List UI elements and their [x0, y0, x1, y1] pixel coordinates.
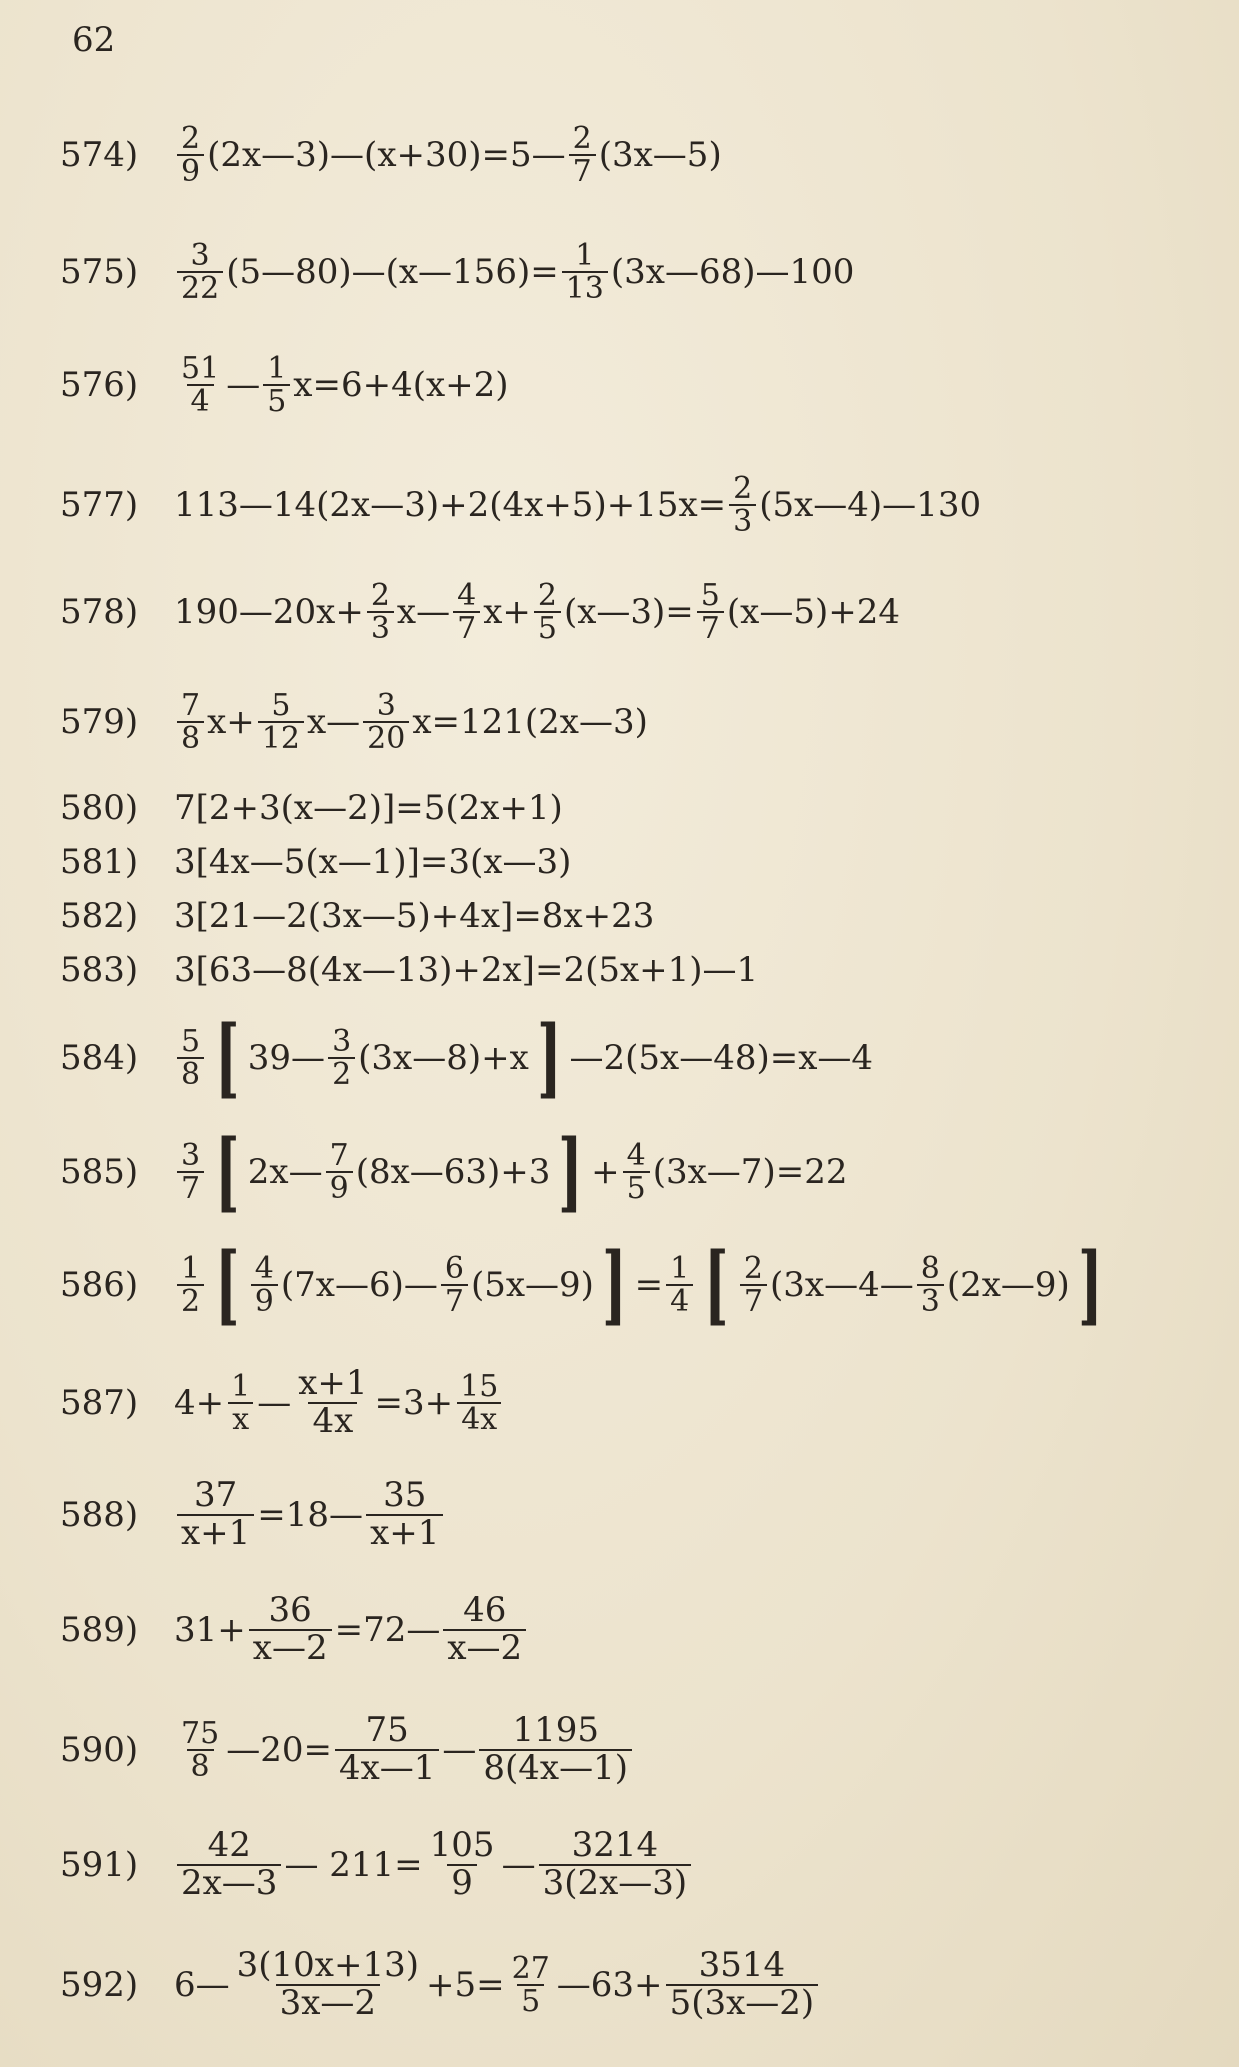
equation	[174, 1363, 505, 1441]
numerator: 4	[626, 1137, 646, 1173]
numerator: 3	[332, 1023, 352, 1059]
denominator: 7	[697, 611, 724, 645]
problem-number: 586)	[60, 1265, 139, 1305]
denominator: 3(2x—3)	[539, 1864, 692, 1902]
problem-number: 590)	[60, 1730, 139, 1770]
equation-text: 3[4x—5(x—1)]=3(x—3)	[174, 842, 572, 882]
close-bracket: ]	[558, 1121, 583, 1222]
close-bracket: ]	[1077, 1234, 1103, 1335]
problem-number: 575)	[60, 252, 139, 292]
equation-text: =72—	[334, 1610, 441, 1650]
equation-text: (5—80)—(x—156)=	[226, 252, 559, 292]
denominator: 20	[363, 721, 409, 755]
problem-590	[60, 1710, 635, 1790]
numerator: 2	[733, 470, 753, 506]
denominator: 22	[177, 271, 223, 305]
denominator: 4x	[457, 1402, 501, 1436]
denominator: 5	[623, 1171, 650, 1205]
open-bracket: [	[704, 1234, 729, 1335]
fraction	[227, 1368, 254, 1437]
equation-text: (5x—4)—130	[759, 485, 982, 525]
denominator: 2	[328, 1057, 355, 1091]
fraction	[569, 120, 596, 189]
equation	[174, 687, 648, 756]
denominator: 3	[917, 1284, 944, 1318]
equation	[174, 1007, 874, 1108]
equation	[174, 1121, 848, 1222]
equation	[174, 1710, 635, 1788]
numerator: 5	[181, 1023, 201, 1059]
equation-text: — 211=	[284, 1845, 423, 1885]
denominator: 7	[177, 1171, 204, 1205]
equation-text: (x—3)=	[563, 592, 694, 632]
fraction	[263, 350, 290, 419]
problem-number: 581)	[60, 842, 139, 882]
problem-number: 584)	[60, 1038, 139, 1078]
equation-text: x+	[207, 702, 255, 742]
problem-number: 588)	[60, 1495, 139, 1535]
fraction	[177, 1023, 204, 1092]
problem-574	[60, 115, 722, 195]
equation-text: —20=	[226, 1730, 332, 1770]
equation-text: 3[63—8(4x—13)+2x]=2(5x+1)—1	[174, 950, 759, 990]
numerator: 1	[181, 1250, 201, 1286]
numerator: 36	[268, 1590, 312, 1631]
equation-text: 3[21—2(3x—5)+4x]=8x+23	[174, 896, 655, 936]
equation-text: x=6+4(x+2)	[293, 365, 509, 405]
close-bracket: ]	[536, 1007, 562, 1108]
numerator: 7	[181, 687, 201, 723]
fraction	[456, 1368, 502, 1437]
denominator: 2	[177, 1284, 204, 1318]
numerator: 1	[670, 1250, 690, 1286]
equation-text: 6—	[174, 1965, 230, 2005]
fraction	[479, 1710, 632, 1788]
denominator: x—2	[249, 1629, 332, 1667]
problem-579	[60, 682, 648, 762]
numerator: 75	[365, 1710, 409, 1751]
problem-number: 579)	[60, 702, 139, 742]
equation-text: (8x—63)+3	[355, 1152, 551, 1192]
numerator: 2	[181, 120, 201, 156]
equation	[174, 1590, 529, 1668]
fraction	[294, 1363, 371, 1441]
equation-text: (2x—3)—(x+30)=5—	[207, 135, 566, 175]
equation-text: x=121(2x—3)	[412, 702, 648, 742]
numerator: 3	[190, 237, 210, 273]
numerator: 37	[194, 1475, 238, 1516]
numerator: x+1	[298, 1363, 368, 1404]
fraction	[177, 1250, 204, 1319]
fraction	[441, 1250, 468, 1319]
fraction	[363, 687, 409, 756]
denominator: 12	[258, 721, 304, 755]
page-number: 62	[72, 20, 116, 60]
fraction	[367, 577, 394, 646]
equation	[174, 1234, 1110, 1335]
denominator: 7	[569, 154, 596, 188]
numerator: 15	[460, 1368, 499, 1404]
numerator: 1	[267, 350, 287, 386]
equation-text: +	[591, 1152, 620, 1192]
open-bracket: [	[215, 1234, 240, 1335]
denominator: 3x—2	[276, 1984, 380, 2022]
fraction	[453, 577, 480, 646]
equation-text: 190—20x+	[174, 592, 364, 632]
problem-583	[60, 930, 758, 1010]
equation-text: —	[442, 1730, 477, 1770]
numerator: 1	[231, 1368, 251, 1404]
numerator: 1	[575, 237, 595, 273]
denominator: 8	[177, 1057, 204, 1091]
fraction	[177, 350, 223, 419]
fraction	[443, 1590, 526, 1668]
denominator: 4	[187, 384, 214, 418]
numerator: 3	[376, 687, 396, 723]
numerator: 3	[181, 1137, 201, 1173]
numerator: 3(10x+13)	[236, 1945, 419, 1986]
fraction	[177, 687, 204, 756]
fraction	[177, 237, 223, 306]
numerator: 3514	[698, 1945, 786, 1986]
denominator: 2x—3	[177, 1864, 281, 1902]
fraction	[326, 1137, 353, 1206]
equation-text: —63+	[556, 1965, 663, 2005]
denominator: 3	[729, 504, 756, 538]
denominator: x+1	[366, 1514, 443, 1552]
denominator: 13	[562, 271, 608, 305]
equation-text: x—	[306, 702, 361, 742]
equation-text: —2(5x—48)=x—4	[569, 1038, 874, 1078]
problem-number: 580)	[60, 788, 139, 828]
equation-text: (x—5)+24	[726, 592, 900, 632]
equation-text: —	[257, 1383, 292, 1423]
problem-number: 574)	[60, 135, 139, 175]
fraction	[177, 1475, 254, 1553]
equation	[174, 1475, 446, 1553]
denominator: 5	[534, 611, 561, 645]
equation-text: (7x—6)—	[280, 1265, 438, 1305]
numerator: 46	[463, 1590, 507, 1631]
fraction	[366, 1475, 443, 1553]
numerator: 3214	[571, 1825, 659, 1866]
equation-text: x—	[396, 592, 451, 632]
equation-text: =18—	[257, 1495, 364, 1535]
denominator: 5	[517, 1984, 544, 2018]
equation	[174, 120, 722, 189]
equation	[174, 470, 982, 539]
problem-number: 589)	[60, 1610, 139, 1650]
numerator: 42	[207, 1825, 251, 1866]
denominator: 7	[441, 1284, 468, 1318]
denominator: 8(4x—1)	[479, 1749, 632, 1787]
problem-number: 592)	[60, 1965, 139, 2005]
numerator: 7	[329, 1137, 349, 1173]
denominator: 8	[187, 1749, 214, 1783]
problem-577	[60, 465, 981, 545]
problem-number: 587)	[60, 1383, 139, 1423]
fraction	[740, 1250, 767, 1319]
numerator: 2	[370, 577, 390, 613]
equation-text: 7[2+3(x—2)]=5(2x+1)	[174, 788, 563, 828]
denominator: 9	[177, 154, 204, 188]
close-bracket: ]	[602, 1234, 627, 1335]
problem-number: 591)	[60, 1845, 139, 1885]
equation-text: (3x—7)=22	[652, 1152, 848, 1192]
equation	[174, 237, 855, 306]
numerator: 2	[537, 577, 557, 613]
fraction	[251, 1250, 278, 1319]
problem-number: 583)	[60, 950, 139, 990]
equation-text: x+	[483, 592, 531, 632]
numerator: 1195	[512, 1710, 599, 1751]
denominator: 4	[666, 1284, 693, 1318]
fraction	[623, 1137, 650, 1206]
problem-588	[60, 1475, 446, 1555]
fraction	[562, 237, 608, 306]
fraction	[335, 1710, 439, 1788]
fraction	[177, 120, 204, 189]
numerator: 75	[181, 1715, 220, 1751]
equation-text: 39—	[247, 1038, 326, 1078]
numerator: 8	[920, 1250, 940, 1286]
equation-text: =3+	[374, 1383, 454, 1423]
denominator: 5(3x—2)	[666, 1984, 819, 2022]
fraction	[729, 470, 756, 539]
equation	[174, 1945, 821, 2023]
fraction	[177, 1715, 223, 1784]
fraction	[666, 1250, 693, 1319]
problem-589	[60, 1590, 529, 1670]
denominator: 5	[263, 384, 290, 418]
open-bracket: [	[215, 1007, 240, 1108]
equation-text: (5x—9)	[470, 1265, 594, 1305]
equation-text: 31+	[174, 1610, 246, 1650]
denominator: 8	[177, 721, 204, 755]
fraction	[534, 577, 561, 646]
equation	[174, 577, 900, 646]
numerator: 27	[511, 1950, 550, 1986]
equation-text: 2x—	[247, 1152, 323, 1192]
numerator: 4	[457, 577, 477, 613]
equation	[174, 350, 509, 419]
equation-text: (3x—5)	[598, 135, 722, 175]
equation-text: +5=	[426, 1965, 505, 2005]
denominator: 7	[453, 611, 480, 645]
equation-text: (2x—9)	[946, 1265, 1070, 1305]
equation-text: —	[501, 1845, 536, 1885]
problem-585	[60, 1121, 848, 1222]
problem-591	[60, 1825, 694, 1905]
denominator: 4x	[308, 1402, 357, 1440]
problem-575	[60, 232, 854, 312]
denominator: 9	[447, 1864, 477, 1902]
numerator: 105	[429, 1825, 495, 1866]
fraction	[508, 1950, 554, 2019]
denominator: 9	[251, 1284, 278, 1318]
fraction	[177, 1137, 204, 1206]
numerator: 5	[271, 687, 291, 723]
equation-text: (3x—68)—100	[610, 252, 855, 292]
problem-586	[60, 1234, 1110, 1335]
denominator: 4x—1	[335, 1749, 439, 1787]
equation-text: 113—14(2x—3)+2(4x+5)+15x=	[174, 485, 727, 525]
denominator: 7	[740, 1284, 767, 1318]
equation-text: =	[634, 1265, 664, 1305]
problem-576	[60, 345, 509, 425]
denominator: x	[228, 1402, 253, 1436]
numerator: 2	[572, 120, 592, 156]
equation	[174, 1825, 694, 1903]
problem-578	[60, 572, 900, 652]
fraction	[328, 1023, 355, 1092]
problem-number: 585)	[60, 1152, 139, 1192]
numerator: 51	[181, 350, 220, 386]
open-bracket: [	[215, 1121, 240, 1222]
problem-584	[60, 1007, 874, 1108]
fraction	[666, 1945, 819, 2023]
equation-text: (3x—4—	[770, 1265, 914, 1305]
numerator: 2	[743, 1250, 764, 1286]
problem-587	[60, 1363, 505, 1443]
denominator: x—2	[443, 1629, 526, 1667]
fraction	[233, 1945, 423, 2023]
numerator: 4	[254, 1250, 274, 1286]
fraction	[539, 1825, 692, 1903]
fraction	[426, 1825, 499, 1903]
denominator: x+1	[177, 1514, 254, 1552]
problem-number: 582)	[60, 896, 139, 936]
numerator: 6	[444, 1250, 464, 1286]
fraction	[697, 577, 724, 646]
equation-text: (3x—8)+x	[358, 1038, 529, 1078]
fraction	[258, 687, 304, 756]
fraction	[177, 1825, 281, 1903]
equation-text: —	[226, 365, 261, 405]
problem-number: 578)	[60, 592, 139, 632]
fraction	[917, 1250, 944, 1319]
denominator: 3	[367, 611, 394, 645]
numerator: 35	[383, 1475, 427, 1516]
numerator: 5	[700, 577, 720, 613]
problem-number: 577)	[60, 485, 139, 525]
problem-number: 576)	[60, 365, 139, 405]
equation	[174, 950, 758, 990]
fraction	[249, 1590, 332, 1668]
problem-592	[60, 1945, 821, 2025]
denominator: 9	[326, 1171, 353, 1205]
equation-text: 4+	[174, 1383, 225, 1423]
